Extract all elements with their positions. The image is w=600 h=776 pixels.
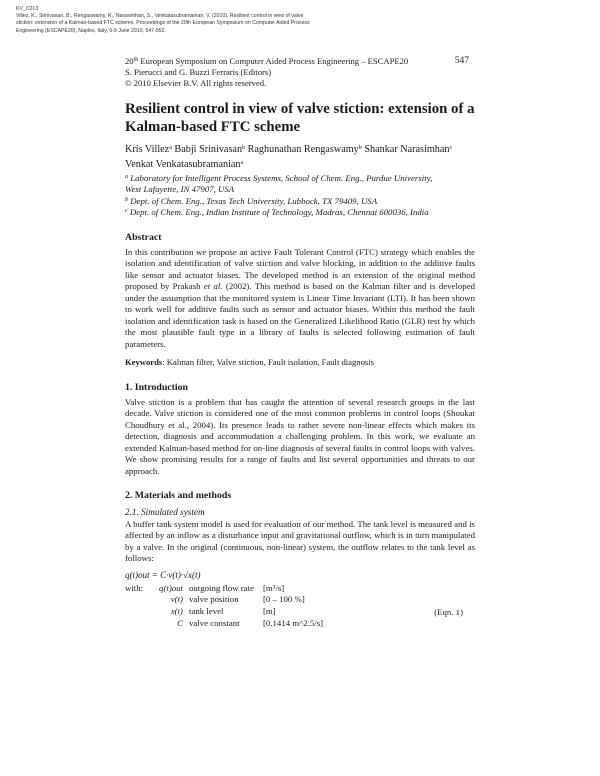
- header-line: KV_C013: [16, 6, 39, 12]
- affiliation-c: $^c$ Dept. of Chem. Eng., Indian Institute of Technology, Madras, Chennai 600036, India: [125, 207, 429, 218]
- author: Venkat Venkatasubramanian: [125, 158, 241, 170]
- equation: q(t)out = C·v(t)·√x(t): [125, 569, 201, 580]
- variable-row: v(t) valve position [0 – 100 %]: [170, 594, 305, 605]
- author-list: Kris Villez$^a$ Babji Srinivasan$^b$ Raghunathan Rengaswamy$^b$ Shankar Narasimhan$^c$ Venkat Venkatasubramanian$^a$: [125, 144, 453, 170]
- methods-heading: 2. Materials and methods: [125, 490, 232, 502]
- variable-row: x(t) tank level [m]: [170, 606, 276, 617]
- paper-title: Resilient control in view of valve stiction: extension of a Kalman-based FTC scheme: [125, 101, 475, 135]
- affiliation-a: $^a$ Laboratory for Intelligent Process Systems, School of Chem. Eng., Purdue University,: [125, 173, 433, 183]
- affiliation-a-cont: West Lafayette, IN 47907, USA: [125, 184, 235, 195]
- header-line: Villez, K., Srinivasan, B., Rengaswamy, R., Narasimhan, S., Venkatasubramanian, V. (2010). Resilient control in view of valve: [16, 13, 304, 20]
- copyright-line: © 2010 Elsevier B.V. All rights reserved.: [125, 78, 267, 88]
- author: Babji Srinivasan: [171, 144, 243, 155]
- author: Kris Villez: [125, 144, 170, 155]
- keywords: Keywords: Kalman filter, Valve stiction, Fault isolation, Fault diagnosis: [125, 357, 374, 368]
- intro-text: Valve stiction is a problem that has caught the attention of several research groups in the last decade. Valve stiction is considered one of the most common problems in control loops (Shoukat Choudhury et al., 2004). Its presence leads to rather severe non-linear effects which makes its detection, diagnosis and accommodation a challenging problem. In this work, we evaluate an extended Kalman-based method for on-line diagnosis of several faults in control loops with valves. We show promising results for a range of faults and list several opportunities and threats to our approach.: [125, 396, 475, 476]
- header-line: stiction: extension of a Kalman-based FTC scheme. Proceedings of the 20th European Symposium on Computer Aided Process: [16, 20, 310, 27]
- intro-heading: 1. Introduction: [125, 381, 188, 393]
- page-number: 547: [454, 56, 469, 66]
- methods-subheading: 2.1. Simulated system: [125, 507, 205, 518]
- abstract-heading: Abstract: [125, 231, 162, 243]
- citation-header: [16, 6, 576, 35]
- conference-line: 20th European Symposium on Computer Aided Process Engineering – ESCAPE20: [125, 56, 409, 66]
- equation-number: (Eqn. 1): [434, 606, 463, 617]
- author: Shankar Narasimhan: [361, 144, 450, 155]
- variable-definitions: [125, 583, 475, 630]
- methods-text: A buffer tank system model is used for evaluation of our method. The tank level is measured and is affected by an inflow as a disturbance input and gravitational outflow, which is in turn manipulated by a valve. In the original (continuous, non-linear) system, the outflow relates to the tank level as follows:: [125, 518, 475, 564]
- abstract-text: In this contribution we propose an active Fault Tolerant Control (FTC) strategy which enables the isolation and identification of valve stiction and valve blocking, in addition to the additive faults like sensor and actuator biases. The developed method is an extension of the original method proposed by Prakash et al. (2002). This method is based on the Kalman filter and is developed under the assumption that the monitored system is Linear Time Invariant (LTI). It has been shown to work well for additive faults such as sensor and actuator biases. Within this method the fault isolation and identification task is based on the Generalized Likelihood Ratio (GLR) test by which the most plausible fault type in a library of faults is selected following estimation of fault parameters.: [125, 246, 476, 349]
- conference-info: [125, 56, 475, 89]
- variable-row: C valve constant [0.1414 m^2.5/s]: [177, 618, 324, 629]
- affiliations: [125, 173, 475, 219]
- variable-row: q(t)out outgoing flow rate [m³/s]: [159, 582, 285, 593]
- editors-line: S. Pierucci and G. Buzzi Ferraris (Editors): [125, 67, 272, 77]
- header-line: Engineering (ESCAPE20), Naples, Italy, 6-9 June 2010, 547-552.: [16, 27, 166, 34]
- with-label: with:: [125, 582, 144, 593]
- author: Raghunathan Rengaswamy: [245, 144, 359, 155]
- affiliation-b: $^b$ Dept. of Chem. Eng., Texas Tech University, Lubbock, TX 79409, USA: [125, 195, 378, 206]
- paper-page: [125, 56, 475, 630]
